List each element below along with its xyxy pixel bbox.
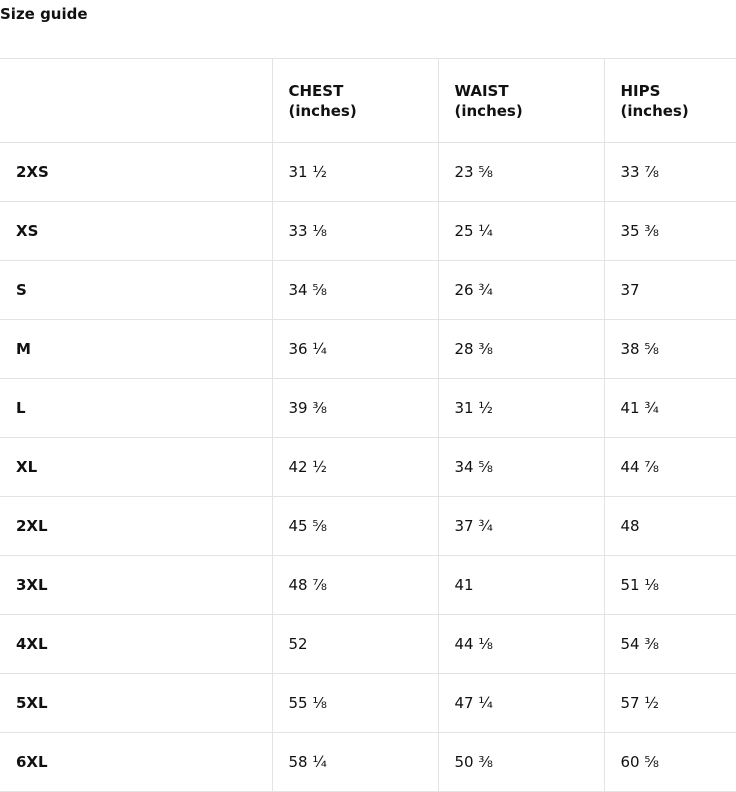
row-hips-value: 51 ⅛ — [604, 556, 736, 615]
row-chest-value: 34 ⅝ — [272, 261, 438, 320]
row-hips-value: 35 ⅜ — [604, 202, 736, 261]
row-chest-value: 31 ½ — [272, 143, 438, 202]
column-header-size — [0, 59, 272, 143]
row-hips-value: 37 — [604, 261, 736, 320]
row-hips-value: 41 ¾ — [604, 379, 736, 438]
row-size-label: 4XL — [0, 615, 272, 674]
table-row — [0, 674, 736, 733]
row-size-label: XS — [0, 202, 272, 261]
table-row — [0, 556, 736, 615]
row-chest-value: 52 — [272, 615, 438, 674]
page-title: Size guide — [0, 5, 88, 23]
row-hips-value: 48 — [604, 497, 736, 556]
column-header-hips — [604, 59, 736, 143]
table-header — [0, 59, 736, 143]
size-guide-page — [0, 4, 736, 792]
table-body — [0, 143, 736, 792]
column-header-waist-label: WAIST — [454, 81, 509, 100]
row-waist-value: 47 ¼ — [438, 674, 604, 733]
row-hips-value: 57 ½ — [604, 674, 736, 733]
column-header-waist-unit: (inches) — [454, 101, 523, 120]
table-row — [0, 615, 736, 674]
row-size-label: 2XL — [0, 497, 272, 556]
table-header-row — [0, 59, 736, 143]
row-chest-value: 48 ⅞ — [272, 556, 438, 615]
row-chest-value: 45 ⅝ — [272, 497, 438, 556]
row-chest-value: 42 ½ — [272, 438, 438, 497]
row-size-label: M — [0, 320, 272, 379]
table-row — [0, 202, 736, 261]
row-size-label: XL — [0, 438, 272, 497]
row-hips-value: 54 ⅜ — [604, 615, 736, 674]
column-header-hips-unit: (inches) — [620, 101, 689, 120]
column-header-hips-label: HIPS — [620, 81, 661, 100]
column-header-chest-unit: (inches) — [288, 101, 357, 120]
row-waist-value: 28 ⅜ — [438, 320, 604, 379]
row-chest-value: 58 ¼ — [272, 733, 438, 792]
row-chest-value: 36 ¼ — [272, 320, 438, 379]
column-header-chest — [272, 59, 438, 143]
row-size-label: 2XS — [0, 143, 272, 202]
table-row — [0, 497, 736, 556]
row-waist-value: 50 ⅜ — [438, 733, 604, 792]
row-hips-value: 38 ⅝ — [604, 320, 736, 379]
row-chest-value: 55 ⅛ — [272, 674, 438, 733]
column-header-chest-label: CHEST — [288, 81, 344, 100]
size-guide-table — [0, 58, 736, 792]
table-row — [0, 438, 736, 497]
table-row — [0, 261, 736, 320]
row-hips-value: 44 ⅞ — [604, 438, 736, 497]
table-row — [0, 733, 736, 792]
row-size-label: S — [0, 261, 272, 320]
table-row — [0, 320, 736, 379]
table-row — [0, 379, 736, 438]
row-hips-value: 60 ⅝ — [604, 733, 736, 792]
row-size-label: 3XL — [0, 556, 272, 615]
row-size-label: 5XL — [0, 674, 272, 733]
row-chest-value: 33 ⅛ — [272, 202, 438, 261]
table-row — [0, 143, 736, 202]
column-header-waist — [438, 59, 604, 143]
row-waist-value: 31 ½ — [438, 379, 604, 438]
row-size-label: 6XL — [0, 733, 272, 792]
row-hips-value: 33 ⅞ — [604, 143, 736, 202]
row-waist-value: 23 ⅝ — [438, 143, 604, 202]
row-chest-value: 39 ⅜ — [272, 379, 438, 438]
row-waist-value: 34 ⅝ — [438, 438, 604, 497]
row-waist-value: 37 ¾ — [438, 497, 604, 556]
row-waist-value: 41 — [438, 556, 604, 615]
row-waist-value: 26 ¾ — [438, 261, 604, 320]
row-waist-value: 25 ¼ — [438, 202, 604, 261]
row-waist-value: 44 ⅛ — [438, 615, 604, 674]
row-size-label: L — [0, 379, 272, 438]
